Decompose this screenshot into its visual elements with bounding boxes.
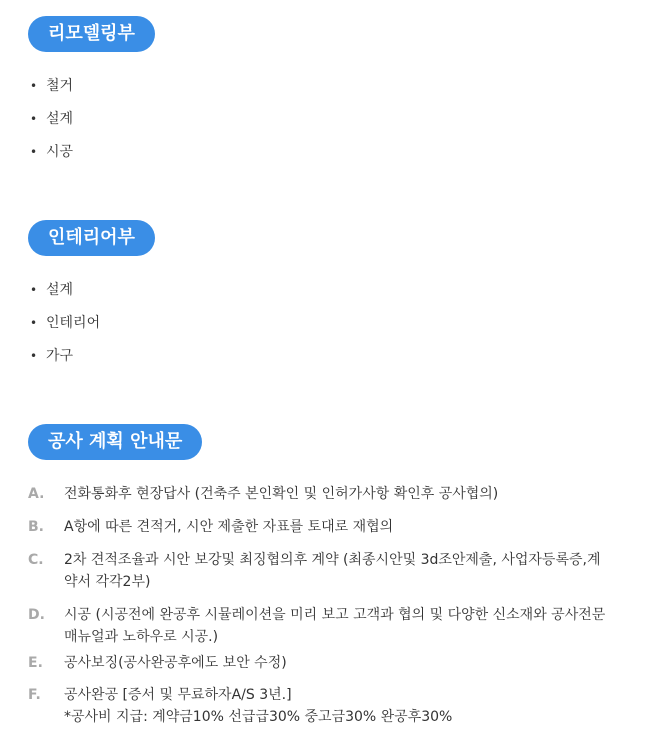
interior-section-title: 인테리어부 [28, 220, 155, 256]
list-item [30, 307, 100, 340]
remodeling-section-title: 리모델링부 [28, 16, 155, 52]
bullet-icon: • [30, 145, 38, 159]
step-line: A항에 따른 견적거, 시안 제출한 자표를 토대로 재협의 [64, 519, 394, 535]
step-letter: F. [28, 687, 41, 703]
step-letter: E. [28, 655, 43, 671]
bullet-icon: • [30, 112, 38, 126]
step-text [64, 483, 638, 505]
step-line: *공사비 지급: 계약금10% 선급급30% 중고금30% 완공후30% [64, 709, 453, 725]
list-item-label: 설계 [46, 282, 74, 298]
step-text [64, 516, 638, 538]
list-item [30, 274, 100, 307]
list-item [30, 136, 73, 169]
list-item-label: 설계 [46, 111, 74, 127]
list-item-label: 인테리어 [46, 315, 101, 331]
step-text [64, 549, 638, 593]
list-item-label: 가구 [46, 348, 74, 364]
list-item [30, 340, 100, 373]
plan-step-d [28, 604, 638, 648]
list-item-label: 철거 [46, 78, 74, 94]
step-line: 공사보징(공사완공후에도 보안 수정) [64, 655, 287, 671]
list-item-label: 시공 [46, 144, 74, 160]
step-letter: A. [28, 486, 45, 502]
bullet-icon: • [30, 316, 38, 330]
step-text [64, 652, 638, 674]
step-letter: B. [28, 519, 44, 535]
bullet-icon: • [30, 349, 38, 363]
plan-step-e [28, 652, 638, 674]
plan-step-b [28, 516, 638, 538]
bullet-icon: • [30, 79, 38, 93]
step-line: 매뉴얼과 노하우로 시공.) [64, 629, 219, 645]
step-line: 2차 견적조율과 시안 보강및 최징협의후 계약 (최종시안및 3d조안제출, 사업자등록증,계 [64, 552, 601, 568]
step-line: 공사완공 [증서 및 무료하자A/S 3년.] [64, 687, 292, 703]
step-text [64, 684, 638, 728]
step-letter: D. [28, 607, 45, 623]
plan-step-a [28, 483, 638, 505]
remodeling-list [30, 70, 73, 169]
plan-section-title: 공사 계획 안내문 [28, 424, 202, 460]
list-item [30, 70, 73, 103]
plan-step-f [28, 684, 638, 728]
list-item [30, 103, 73, 136]
step-letter: C. [28, 552, 44, 568]
step-line: 약서 각각2부) [64, 574, 151, 590]
bullet-icon: • [30, 283, 38, 297]
step-line: 시공 (시공전에 완공후 시뮬레이션을 미리 보고 고객과 협의 및 다양한 신소재와 공사전문 [64, 607, 606, 623]
step-text [64, 604, 638, 648]
plan-step-c [28, 549, 638, 593]
step-line: 전화통화후 현장답사 (건축주 본인확인 및 인허가사항 확인후 공사협의) [64, 486, 499, 502]
interior-list [30, 274, 100, 373]
